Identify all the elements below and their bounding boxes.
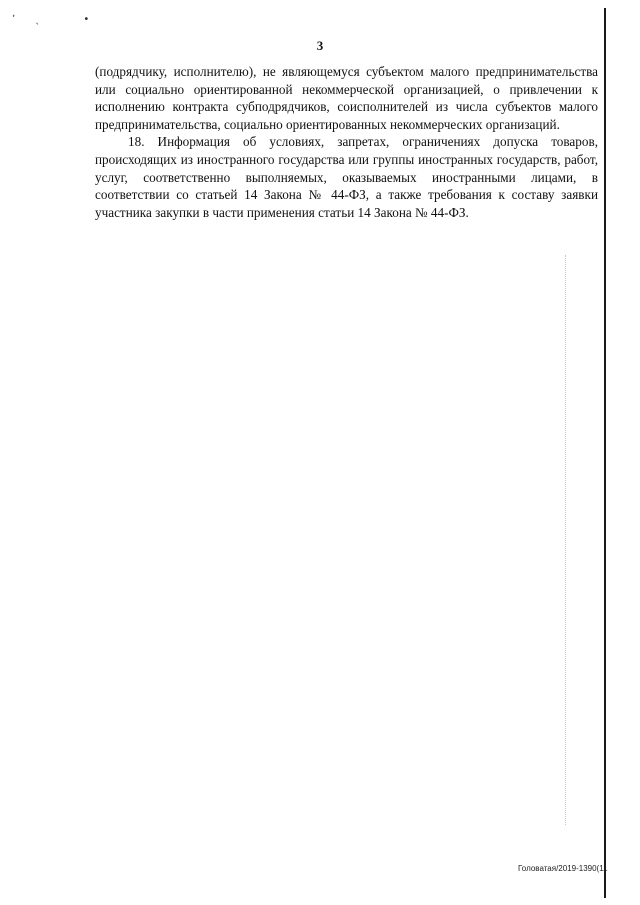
scan-corner-marks: ʼˎ •: [12, 14, 110, 25]
page-number: 3: [316, 38, 324, 53]
page-right-border: [604, 8, 606, 898]
document-body: [95, 63, 598, 221]
footer-document-reference: Головатая/2019-1390(11: [518, 864, 608, 873]
scan-artifact-dotted-line: [565, 255, 567, 825]
paragraph-continuation: (подрядчику, исполнителю), не являющемуся субъектом малого предпринимательства или социально ориентированной некоммерческой организацией, о привлечении к исполнению контракта субподрядчиков, соисполнителей из числа субъектов малого предпринимательства, социально ориентированных некоммерческих организаций.: [95, 64, 598, 132]
paragraph-18: 18. Информация об условиях, запретах, ограничениях допуска товаров, происходящих из иностранного государства или группы иностранных государств, работ, услуг, соответственно выполняемых, оказываемых иностранными лицами, в соответствии со статьей 14 Закона № 44-ФЗ, а также требования к составу заявки участника закупки в части применения статьи 14 Закона № 44-ФЗ.: [95, 134, 598, 220]
